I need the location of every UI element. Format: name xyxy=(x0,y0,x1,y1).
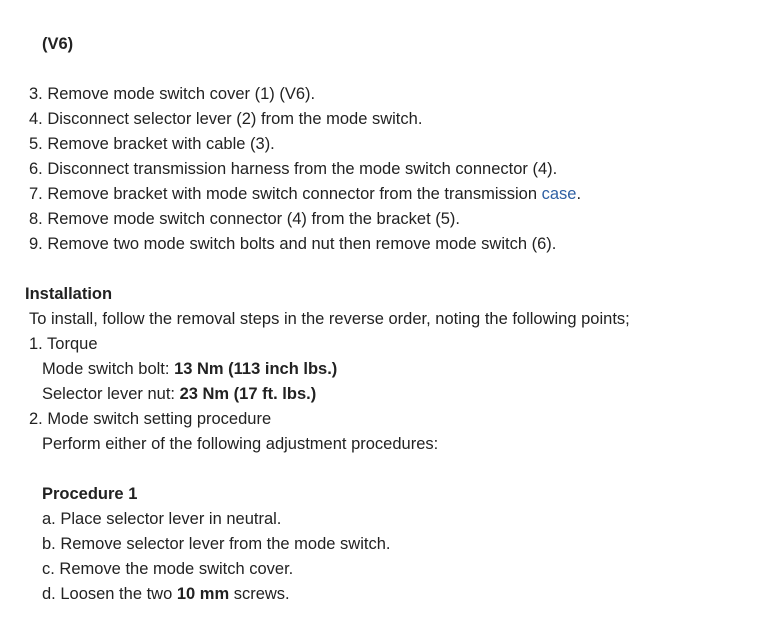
removal-step-5: 5. Remove bracket with cable (3). xyxy=(29,135,275,153)
procedure-1-step-d-size: 10 mm xyxy=(176,585,230,603)
removal-step-3: 3. Remove mode switch cover (1) (V6). xyxy=(29,85,316,103)
nut-torque xyxy=(42,384,316,404)
removal-step-7-text: 7. Remove bracket with mode switch connector from the transmission xyxy=(29,185,542,203)
procedure-1-step-b: b. Remove selector lever from the mode switch. xyxy=(42,535,391,553)
bolt-torque xyxy=(42,359,337,379)
installation-heading: Installation xyxy=(25,285,113,303)
procedure-1-step-d xyxy=(42,584,290,604)
setting-procedure-intro: Perform either of the following adjustment procedures: xyxy=(42,435,439,453)
procedure-1-step-a: a. Place selector lever in neutral. xyxy=(42,510,282,528)
torque-label: 1. Torque xyxy=(29,335,98,353)
removal-step-7 xyxy=(29,184,581,204)
procedure-1-step-d-suffix: screws. xyxy=(229,585,290,603)
nut-torque-value: 23 Nm (17 ft. lbs.) xyxy=(179,385,317,403)
installation-intro: To install, follow the removal steps in the reverse order, noting the following points; xyxy=(29,310,630,328)
removal-step-4: 4. Disconnect selector lever (2) from the mode switch. xyxy=(29,110,423,128)
variant-heading: (V6) xyxy=(42,35,74,53)
bolt-torque-label: Mode switch bolt: xyxy=(42,360,175,378)
procedure-1-step-c: c. Remove the mode switch cover. xyxy=(42,560,294,578)
case-link[interactable]: case xyxy=(541,185,577,203)
removal-step-8: 8. Remove mode switch connector (4) from the bracket (5). xyxy=(29,210,460,228)
removal-step-7-suffix: . xyxy=(576,185,582,203)
removal-step-6: 6. Disconnect transmission harness from the mode switch connector (4). xyxy=(29,160,558,178)
removal-step-9: 9. Remove two mode switch bolts and nut then remove mode switch (6). xyxy=(29,235,557,253)
bolt-torque-value: 13 Nm (113 inch lbs.) xyxy=(174,360,338,378)
procedure-1-heading: Procedure 1 xyxy=(42,485,138,503)
setting-procedure-label: 2. Mode switch setting procedure xyxy=(29,410,272,428)
nut-torque-label: Selector lever nut: xyxy=(42,385,180,403)
procedure-1-step-d-prefix: d. Loosen the two xyxy=(42,585,177,603)
